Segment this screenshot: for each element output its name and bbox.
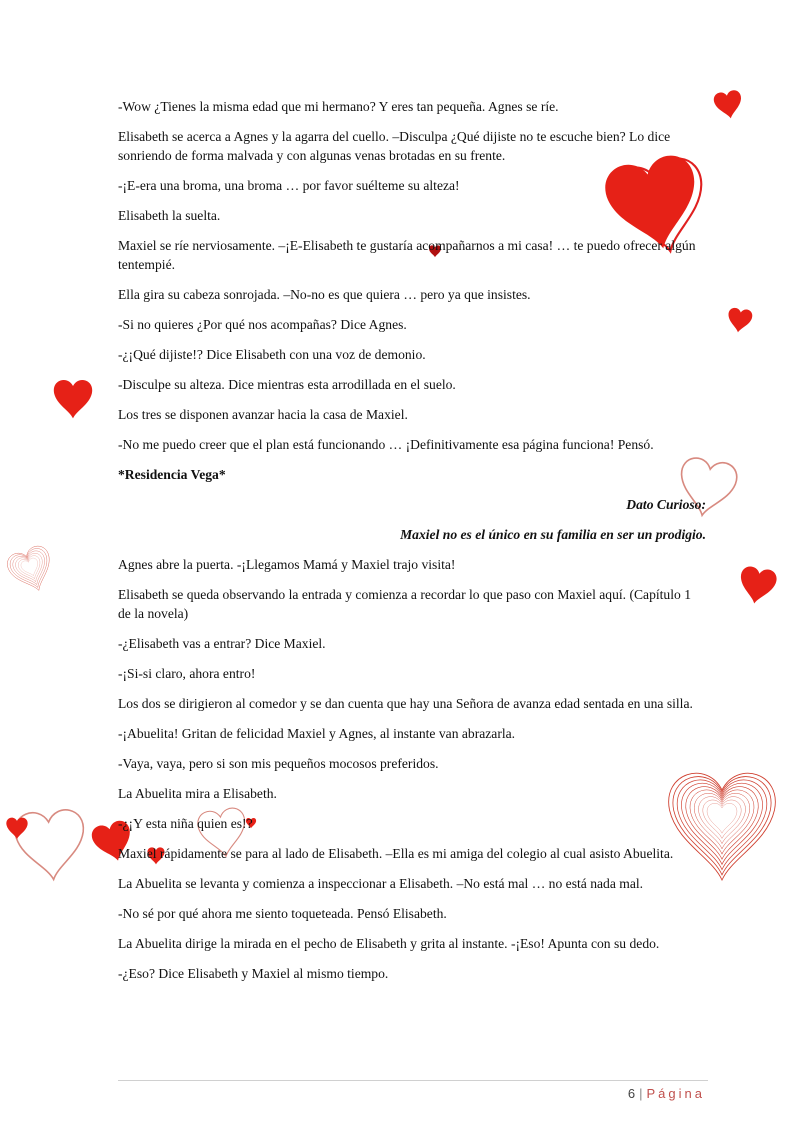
paragraph: -¡Si-si claro, ahora entro! [118, 666, 256, 681]
paragraph: Elisabeth se acerca a Agnes y la agarra del cuello. –Disculpa ¿Qué dijiste no te escuche bien? Lo dice sonriendo de forma malvada y con algunas venas brotadas en su frente. [118, 129, 671, 163]
dato-curioso-title: Dato Curioso: [626, 497, 706, 512]
paragraph: -¡E-era una broma, una broma … por favor suélteme su alteza! [118, 178, 460, 193]
page-body [118, 97, 706, 994]
paragraph: La Abuelita dirige la mirada en el pecho de Elisabeth y grita al instante. -¡Eso! Apunta con su dedo. [118, 936, 660, 951]
paragraph: -¿Eso? Dice Elisabeth y Maxiel al mismo tiempo. [118, 966, 389, 981]
paragraph: -¡Abuelita! Gritan de felicidad Maxiel y Agnes, al instante van abrazarla. [118, 726, 516, 741]
paragraph: -Wow ¿Tienes la misma edad que mi hermano? Y eres tan pequeña. Agnes se ríe. [118, 99, 559, 114]
footer-divider [118, 1080, 708, 1081]
dato-curioso-text: Maxiel no es el único en su familia en ser un prodigio. [400, 527, 706, 542]
heart-icon [726, 307, 753, 334]
paragraph: La Abuelita mira a Elisabeth. [118, 786, 277, 801]
paragraph: Elisabeth se queda observando la entrada y comienza a recordar lo que paso con Maxiel aquí. (Capítulo 1 de la novela) [118, 587, 691, 621]
paragraph: -Disculpe su alteza. Dice mientras esta arrodillada en el suelo. [118, 377, 456, 392]
paragraph: -¿¡Y esta niña quien es!? [118, 816, 253, 831]
paragraph: Maxiel rápidamente se para al lado de Elisabeth. –Ella es mi amiga del colegio al cual asisto Abuelita. [118, 846, 674, 861]
footer-separator: | [639, 1086, 643, 1101]
section-heading: *Residencia Vega* [118, 467, 226, 482]
paragraph: -Vaya, vaya, pero si son mis pequeños mocosos preferidos. [118, 756, 439, 771]
page-word: Página [646, 1086, 705, 1101]
paragraph: Agnes abre la puerta. -¡Llegamos Mamá y Maxiel trajo visita! [118, 557, 456, 572]
paragraph: Elisabeth la suelta. [118, 208, 221, 223]
paragraph: Los dos se dirigieron al comedor y se dan cuenta que hay una Señora de avanza edad sentada en una silla. [118, 696, 693, 711]
paragraph: Maxiel se ríe nerviosamente. –¡E-Elisabeth te gustaría acompañarnos a mi casa! … te puedo ofrecer algún tentempié. [118, 238, 696, 272]
heart-icon [54, 380, 92, 418]
heart-icon [713, 89, 745, 121]
paragraph: -¿¡Qué dijiste!? Dice Elisabeth con una voz de demonio. [118, 347, 426, 362]
paragraph: Los tres se disponen avanzar hacia la casa de Maxiel. [118, 407, 408, 422]
paragraph: -¿Elisabeth vas a entrar? Dice Maxiel. [118, 636, 326, 651]
page-footer [628, 1086, 705, 1101]
paragraph: Ella gira su cabeza sonrojada. –No-no es que quiera … pero ya que insistes. [118, 287, 531, 302]
paragraph: La Abuelita se levanta y comienza a inspeccionar a Elisabeth. –No está mal … no está nada mal. [118, 876, 644, 891]
concentric-heart-icon [4, 543, 59, 598]
paragraph: -No sé por qué ahora me siento toqueteada. Pensó Elisabeth. [118, 906, 447, 921]
paragraph: -No me puedo creer que el plan está funcionando … ¡Definitivamente esa página funciona! Pensó. [118, 437, 654, 452]
page-number: 6 [627, 1086, 636, 1101]
paragraph: -Si no quieres ¿Por qué nos acompañas? Dice Agnes. [118, 317, 407, 332]
heart-icon [737, 565, 779, 607]
